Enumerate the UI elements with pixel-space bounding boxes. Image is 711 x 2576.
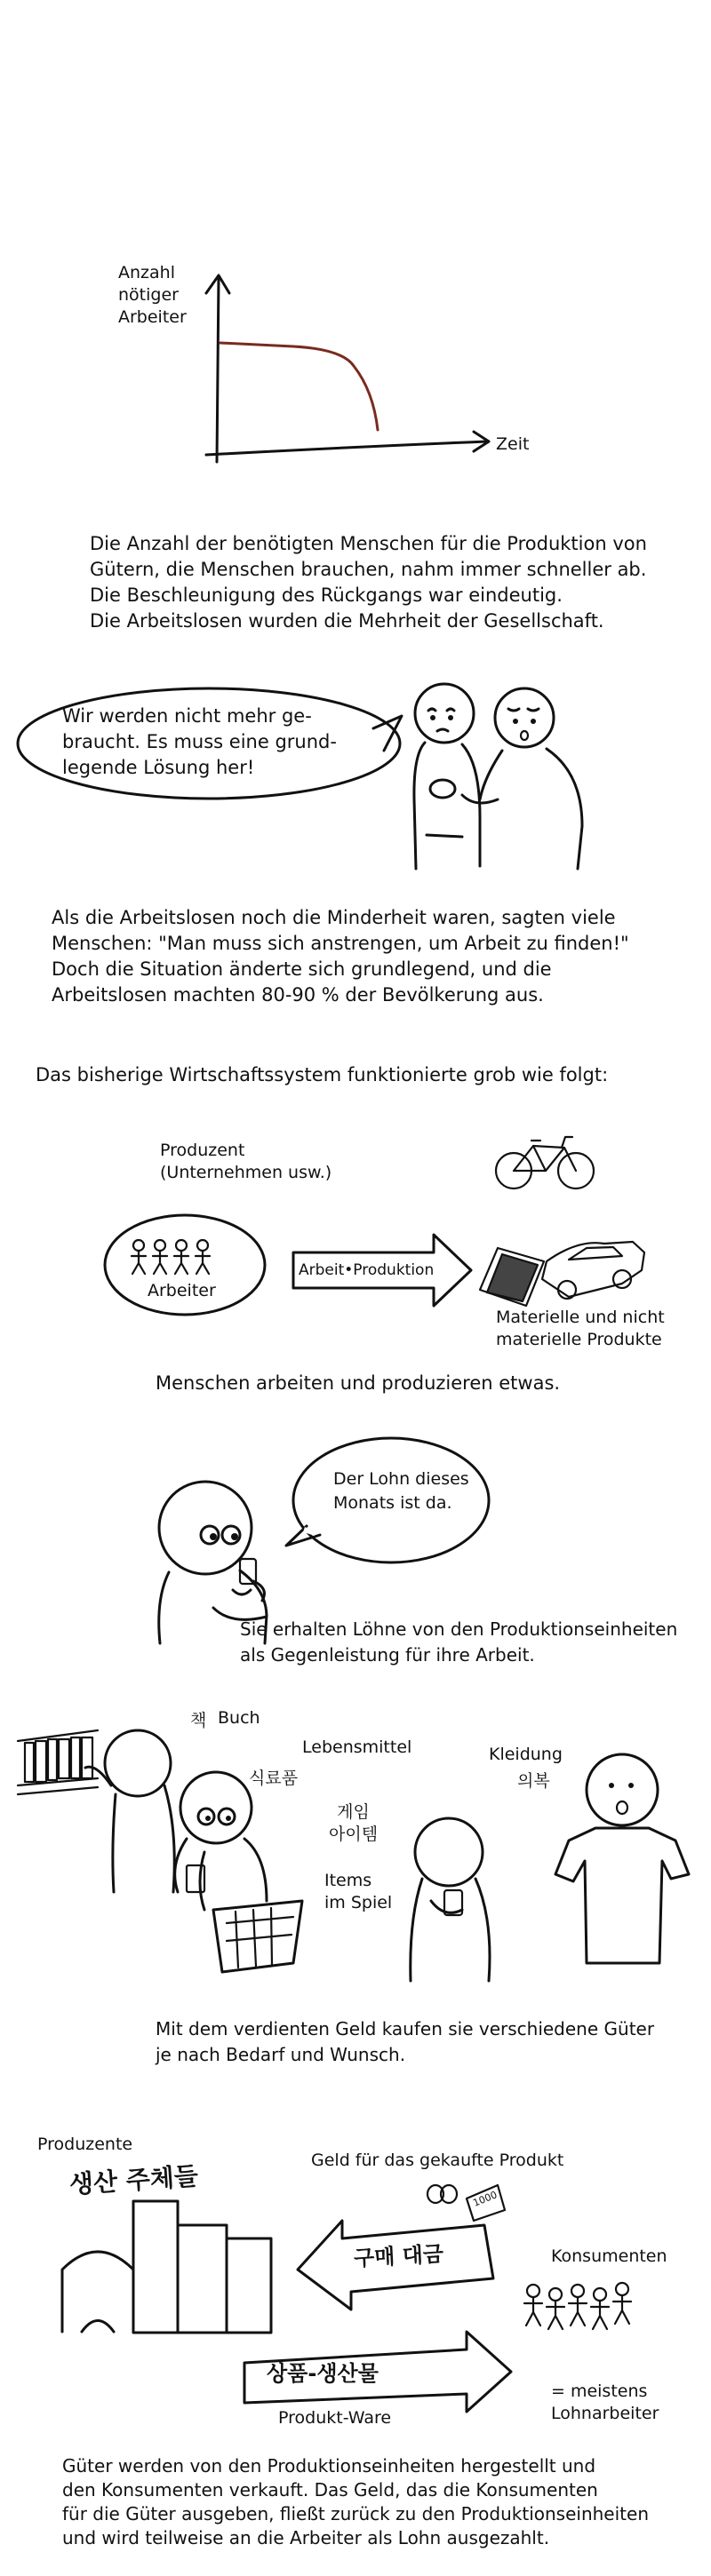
caption-circulation: Güter werden von den Produktionseinheiten hergestellt und den Konsumenten verkauft. Das Geld, das die Konsumenten für die Güter ausgeben, fließt zurück zu den Produktionseinheiten und wird teilweise an die Arbeiter als Lohn ausgezahlt. — [62, 2455, 649, 2548]
book-label-de: Buch — [218, 1708, 260, 1728]
producers-label-ko: 생산 주체들 — [68, 2160, 199, 2200]
worried-person-body — [414, 743, 480, 869]
game-label-de: Items im Spiel — [324, 1871, 393, 1912]
clothes-label-ko: 의복 — [517, 1771, 550, 1791]
x-axis — [206, 441, 487, 455]
factory-buildings — [62, 2201, 271, 2333]
smartphone-icon — [480, 1248, 544, 1306]
goods-arrow-label-de: Produkt-Ware — [278, 2408, 392, 2428]
bookshelf — [18, 1730, 98, 1794]
reader-head — [105, 1730, 171, 1796]
intro-economic-system: Das bisherige Wirtschaftssystem funktionierte grob wie folgt: — [36, 1064, 609, 1085]
game-label-ko: 게임 아이템 — [329, 1802, 379, 1844]
panel5-drawing — [18, 1730, 689, 1981]
money-label: Geld für das gekaufte Produkt — [311, 2151, 564, 2170]
food-label-de: Lebensmittel — [302, 1737, 412, 1757]
decline-graph — [206, 275, 489, 462]
caption-buy-goods: Mit dem verdienten Geld kaufen sie verschiedene Güter je nach Bedarf und Wunsch. — [156, 2018, 655, 2065]
worker-figures — [132, 1240, 210, 1274]
bicycle-icon — [496, 1137, 594, 1189]
producers-label-de: Produzente — [37, 2135, 133, 2154]
food-label-ko: 식료품 — [249, 1769, 299, 1788]
car-icon — [542, 1242, 644, 1299]
x-axis-label: Zeit — [496, 434, 530, 454]
book-label-ko: 책 — [190, 1711, 207, 1730]
caption-people-produce: Menschen arbeiten und produzieren etwas. — [156, 1372, 561, 1394]
workers-label: Arbeiter — [148, 1281, 216, 1300]
y-axis-label: Anzahl nötiger Arbeiter — [118, 263, 187, 327]
consumers-note: = meistens Lohnarbeiter — [551, 2381, 659, 2423]
caption-unemployed-majority: Als die Arbeitslosen noch die Minderheit waren, sagten viele Menschen: "Man muss sich anstrengen, um Arbeit zu finden!" Doch die Situation änderte sich grundlegend, und die Arbeitslosen machten 80-90 % der Bevölkerung aus. — [52, 907, 629, 1006]
caption-decline: Die Anzahl der benötigten Menschen für die Produktion von Gütern, die Menschen brauchen, nahm immer schneller ab. Die Beschleunigung des Rückgangs war eindeutig. Die Arbeitslosen wurden die Mehrheit der Gesellschaft. — [90, 533, 647, 632]
production-arrow-label: Arbeit•Produktion — [299, 1261, 435, 1279]
caption-receive-wages: Sie erhalten Löhne von den Produktionseinheiten als Gegenleistung für ihre Arbeit. — [240, 1618, 678, 1666]
shirt — [555, 1828, 689, 1963]
producer-label: Produzent (Unternehmen usw.) — [160, 1141, 332, 1182]
products-label: Materielle und nicht materielle Produkte — [496, 1308, 665, 1349]
consumers-label: Konsumenten — [551, 2246, 667, 2266]
y-axis — [217, 277, 219, 462]
speech-unemployed: Wir werden nicht mehr ge- braucht. Es muss eine grund- legende Lösung her! — [62, 705, 337, 778]
banknote-value: 1000 — [471, 2189, 499, 2209]
shopper-head — [180, 1772, 252, 1843]
worried-person-head — [415, 684, 474, 743]
goods-arrow-label-ko: 상품-생산물 — [267, 2361, 379, 2386]
calm-person-head — [495, 688, 554, 747]
money-arrow-label-ko: 구매 대금 — [353, 2241, 444, 2271]
shopping-basket — [213, 1901, 302, 1972]
consumer-figures — [524, 2283, 631, 2329]
gamer-head — [415, 1818, 483, 1886]
gamer-body — [411, 1879, 490, 1981]
speech-wage: Der Lohn dieses Monats ist da. — [333, 1469, 469, 1513]
clothes-label-de: Kleidung — [489, 1745, 563, 1764]
decline-curve — [220, 343, 378, 430]
